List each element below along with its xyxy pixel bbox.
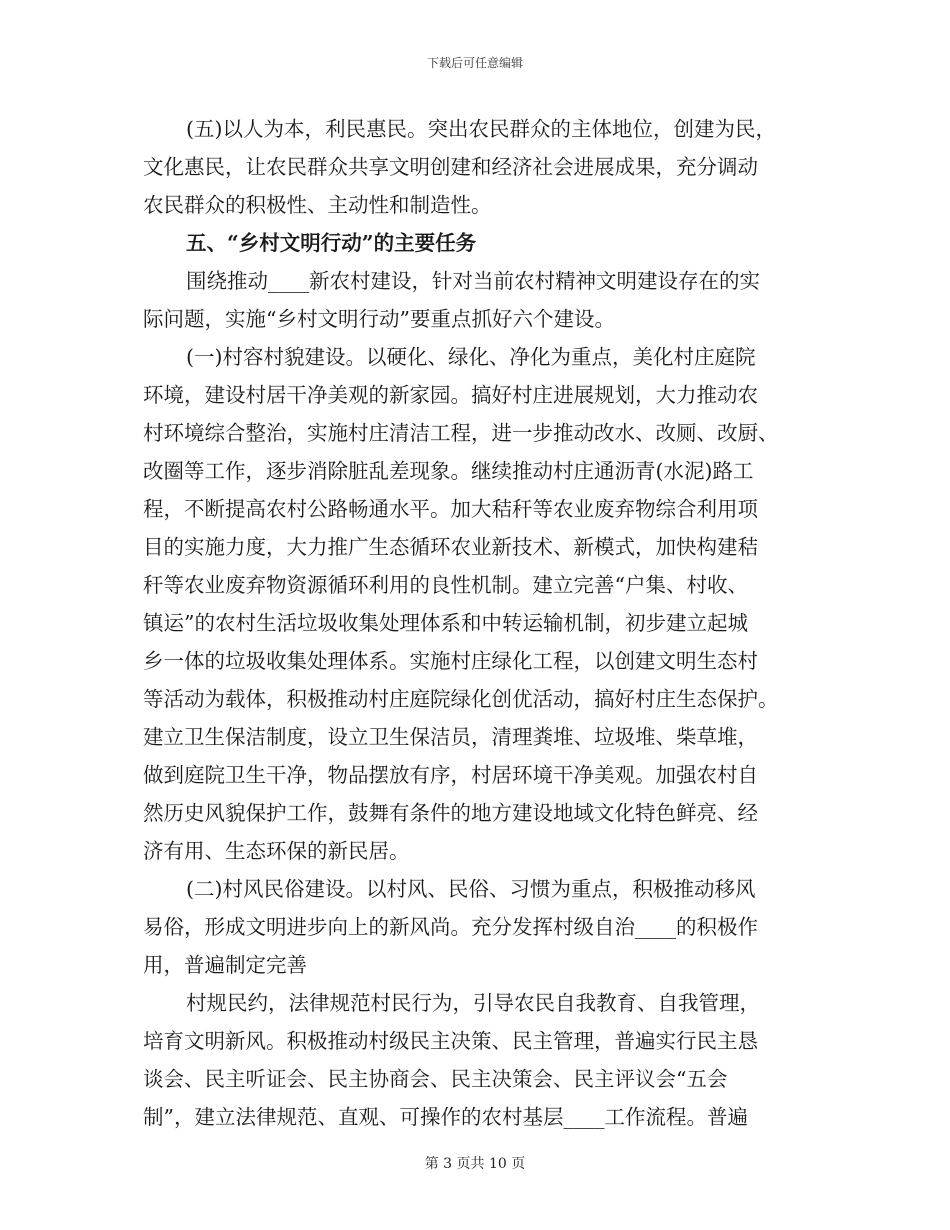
page-header: 下载后可任意编辑: [426, 56, 523, 70]
section-heading: 五、“乡村文明行动”的主要任务: [186, 231, 477, 255]
paragraph-2-line-3: 用，普遍制定完善: [143, 953, 307, 977]
paragraph-1-line-3: 村环境综合整治，实施村庄清洁工程，进一步推动改水、改厕、改厨、: [143, 421, 779, 445]
paragraph-1-line-12: 做到庭院卫生干净，物品摆放有序，村居环境干净美观。加强农村自: [143, 763, 758, 787]
paragraph-2-line-1: (二)村风民俗建设。以村风、民俗、习惯为重点，积极推动移风: [186, 877, 756, 901]
paragraph-1-line-8: 镇运”的农村生活垃圾收集处理体系和中转运输机制，初步建立起城: [143, 611, 748, 635]
paragraph-1-line-6: 目的实施力度，大力推广生态循环农业新技术、新模式，加快构建秸: [143, 535, 758, 559]
paragraph-1-line-9: 乡一体的垃圾收集处理体系。实施村庄绿化工程，以创建文明生态村: [143, 649, 758, 673]
paragraph-1-line-7: 秆等农业废弃物资源循环利用的良性机制。建立完善“户集、村收、: [143, 573, 748, 597]
paragraph-3-line-2: 培育文明新风。积极推动村级民主决策、民主管理，普遍实行民主恳: [143, 1029, 758, 1053]
paragraph-1-line-5: 程，不断提高农村公路畅通水平。加大秸秆等农业废弃物综合利用项: [143, 497, 758, 521]
page-number: 第 3 页共 10 页: [424, 1156, 526, 1172]
intro-line-1: 围绕推动____新农村建设，针对当前农村精神文明建设存在的实: [186, 269, 760, 293]
paragraph-1-line-11: 建立卫生保洁制度，设立卫生保洁员，清理粪堆、垃圾堆、柴草堆，: [143, 725, 758, 749]
paragraph-1-line-1: (一)村容村貌建设。以硬化、绿化、净化为重点，美化村庄庭院: [186, 345, 756, 369]
paragraph-1-line-10: 等活动为载体，积极推动村庄庭院绿化创优活动，搞好村庄生态保护。: [143, 687, 779, 711]
paragraph-1-line-4: 改圈等工作，逐步消除脏乱差现象。继续推动村庄通沥青(水泥)路工: [143, 459, 754, 483]
paragraph-5-line-1: (五)以人为本，利民惠民。突出农民群众的主体地位，创建为民，: [186, 117, 776, 141]
intro-line-2: 际问题，实施“乡村文明行动”要重点抓好六个建设。: [143, 307, 615, 331]
paragraph-5-line-3: 农民群众的积极性、主动性和制造性。: [143, 193, 492, 217]
paragraph-1-line-14: 济有用、生态环保的新民居。: [143, 839, 410, 863]
paragraph-2-line-2: 易俗，形成文明进步向上的新风尚。充分发挥村级自治____的积极作: [143, 915, 758, 939]
paragraph-3-line-1: 村规民约，法律规范村民行为，引导农民自我教育、自我管理，: [186, 991, 760, 1015]
paragraph-1-line-2: 环境，建设村居干净美观的新家园。搞好村庄进展规划，大力推动农: [143, 383, 758, 407]
paragraph-3-line-3: 谈会、民主听证会、民主协商会、民主决策会、民主评议会“五会: [143, 1067, 728, 1091]
paragraph-5-line-2: 文化惠民，让农民群众共享文明创建和经济社会进展成果，充分调动: [143, 155, 758, 179]
paragraph-1-line-13: 然历史风貌保护工作，鼓舞有条件的地方建设地域文化特色鲜亮、经: [143, 801, 758, 825]
paragraph-3-line-4: 制”，建立法律规范、直观、可操作的农村基层____工作流程。普遍: [143, 1105, 748, 1129]
